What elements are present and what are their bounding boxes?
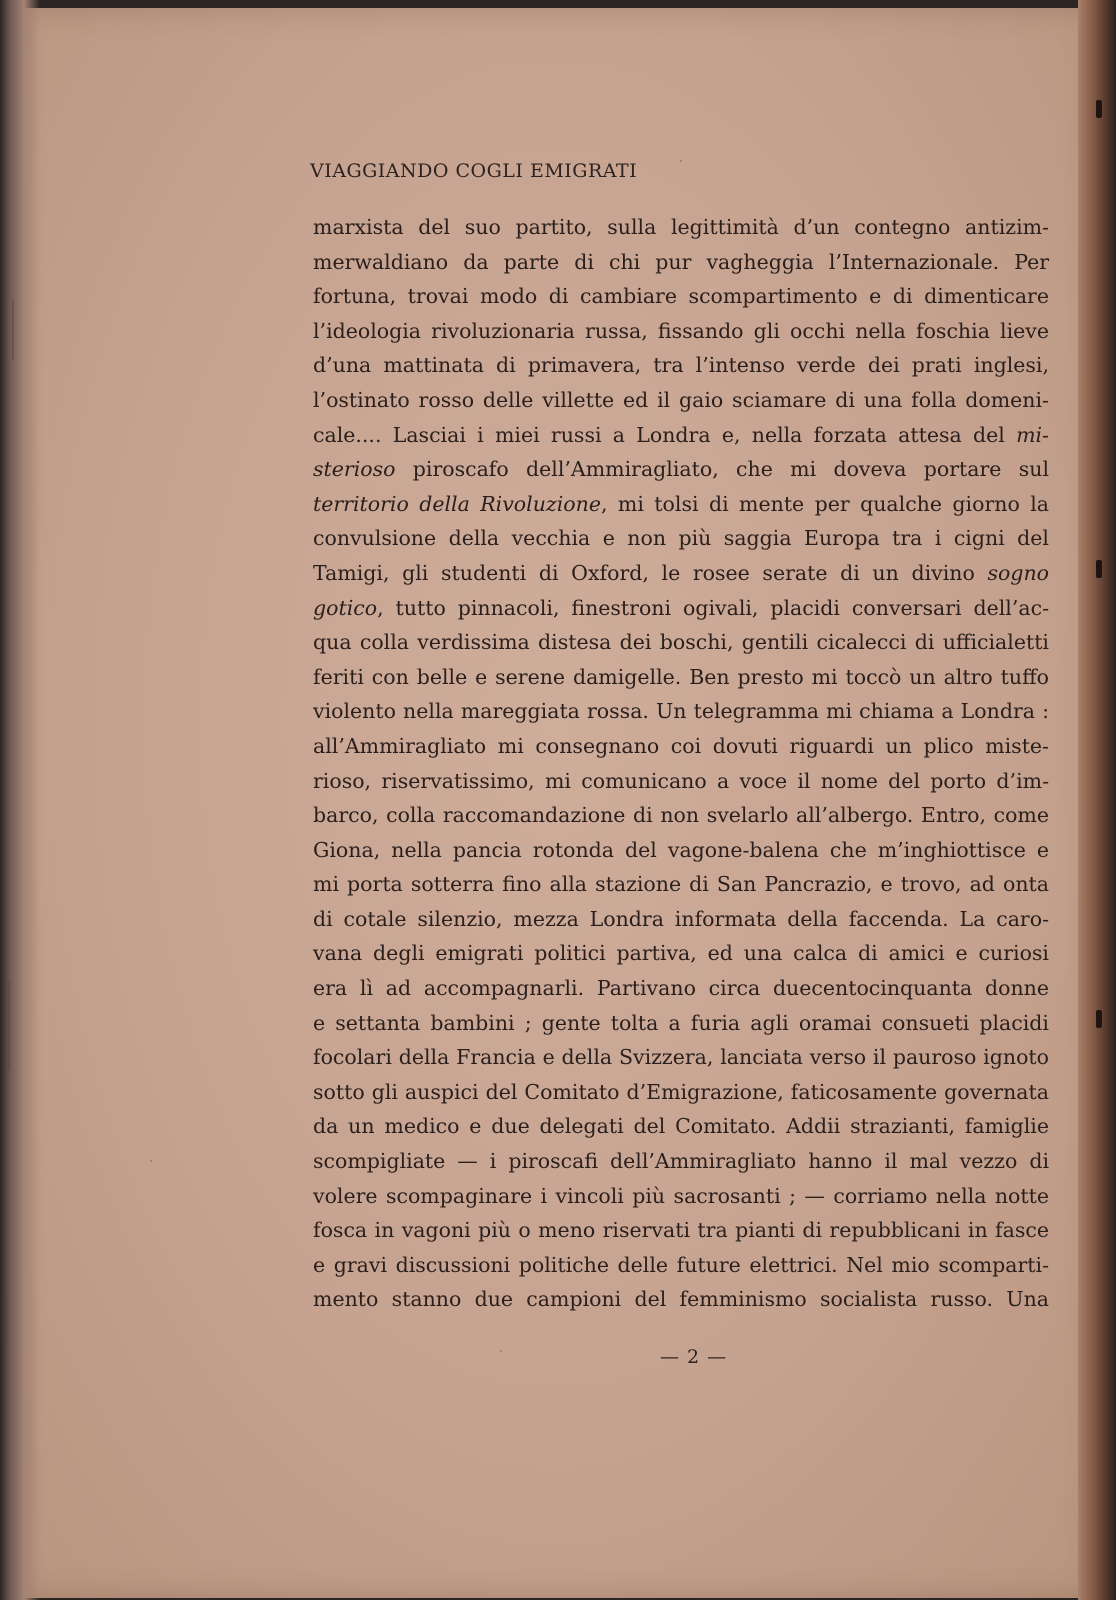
paper-speck [680,160,682,162]
text-line [313,556,1049,591]
text-segment: , tutto pinnacoli, finestroni ogivali, placidi conversari dell’ac- [377,595,1049,620]
text-segment: feriti con belle e serene damigelle. Ben presto mi toccò un altro tuffo [313,664,1049,689]
text-segment: Tamigi, gli studenti di Oxford, le rosee serate di un divino [313,560,988,585]
text-segment: convulsione della vecchia e non più saggia Europa tra i cigni del [313,526,1049,551]
text-line [313,279,1049,314]
text-segment: e gravi discussioni politiche delle future elettrici. Nel mio scomparti- [313,1252,1049,1277]
text-segment: l’ideologia rivoluzionaria russa, fissando gli occhi nella foschia lieve [313,318,1049,343]
paper-fiber [8,980,10,1070]
text-segment: rioso, riservatissimo, mi comunicano a voce il nome del porto d’im- [313,768,1049,793]
text-segment: d’una mattinata di primavera, tra l’intenso verde dei prati inglesi, [313,353,1049,378]
text-segment: l’ostinato rosso delle villette ed il gaio sciamare di una folla domeni- [313,387,1049,412]
text-line [313,1075,1049,1110]
text-line [313,487,1049,522]
text-line [313,625,1049,660]
text-line [313,971,1049,1006]
text-segment: vana degli emigrati politici partiva, ed una calca di amici e curiosi [313,941,1049,966]
text-line [313,418,1049,453]
text-segment: focolari della Francia e della Svizzera, lanciata verso il pauroso ignoto [313,1045,1049,1070]
paper-speck [500,1350,502,1352]
text-line [313,867,1049,902]
text-line [313,764,1049,799]
text-line [313,1040,1049,1075]
page-number: — 2 — [660,1346,728,1368]
italic-text: territorio della Rivoluzione [313,491,601,516]
text-line [313,591,1049,626]
text-segment: da un medico e due delegati del Comitato. Addii strazianti, famiglie [313,1114,1049,1139]
text-segment: cale.... Lasciai i miei russi a Londra e, nella forzata attesa del [313,422,1017,447]
text-line [313,833,1049,868]
text-line [313,452,1049,487]
paper-fiber [12,300,14,360]
text-line [313,729,1049,764]
text-segment: fosca in vagoni più o meno riservati tra pianti di repubblicani in fasce [313,1218,1049,1243]
text-line [313,660,1049,695]
text-line [313,1282,1049,1317]
edge-mark [1096,100,1102,118]
text-segment: di cotale silenzio, mezza Londra informata della faccenda. La caro- [313,906,1049,931]
text-segment: volere scompaginare i vincoli più sacrosanti ; — corriamo nella notte [313,1183,1049,1208]
text-segment: all’Ammiragliato mi consegnano coi dovuti riguardi un plico miste- [313,733,1049,758]
text-segment: barco, colla raccomandazione di non svelarlo all’albergo. Entro, come [313,803,1049,828]
text-segment: scompigliate — i piroscafi dell’Ammiragliato hanno il mal vezzo di [313,1149,1049,1174]
text-line [313,521,1049,556]
text-segment: merwaldiano da parte di chi pur vagheggia l’Internazionale. Per [313,249,1049,274]
text-segment: piroscafo dell’Ammiragliato, che mi doveva portare sul [395,457,1049,482]
text-segment: marxista del suo partito, sulla legittimità d’un contegno antizim- [313,215,1049,239]
text-line [313,798,1049,833]
text-line [313,245,1049,280]
italic-text: sterioso [313,457,396,482]
text-segment: fortuna, trovai modo di cambiare scompartimento e di dimenticare [313,284,1049,309]
running-head: VIAGGIANDO COGLI EMIGRATI [310,160,638,182]
text-line [313,383,1049,418]
text-line [313,902,1049,937]
text-segment: mento stanno due campioni del femminismo socialista russo. Una [313,1287,1049,1312]
body-text [313,210,1049,1317]
text-segment: qua colla verdissima distesa dei boschi, gentili cicalecci di ufficialetti [313,630,1049,655]
text-line [313,1144,1049,1179]
text-line [313,1179,1049,1214]
edge-mark [1096,560,1102,578]
italic-text: gotico [313,595,378,620]
paper-speck [150,1160,152,1162]
text-segment: sotto gli auspici del Comitato d’Emigrazione, faticosamente governata [313,1079,1049,1104]
text-segment: violento nella mareggiata rossa. Un telegramma mi chiama a Londra : [313,699,1049,724]
text-line [313,210,1049,245]
text-segment: Giona, nella pancia rotonda del vagone-balena che m’inghiottisce e [313,837,1049,862]
text-line [313,348,1049,383]
edge-mark [1096,1010,1102,1028]
text-line [313,1213,1049,1248]
text-segment: era lì ad accompagnarli. Partivano circa duecentocinquanta donne [313,976,1049,1001]
text-line [313,1109,1049,1144]
italic-text: sogno [987,560,1049,585]
text-line [313,694,1049,729]
paper-fiber [6,1300,8,1340]
text-line [313,1248,1049,1283]
text-line [313,1006,1049,1041]
text-segment: mi porta sotterra fino alla stazione di San Pancrazio, e trovo, ad onta [313,872,1049,897]
text-segment: e settanta bambini ; gente tolta a furia agli oramai consueti placidi [313,1010,1049,1035]
text-line [313,936,1049,971]
page-right-edge [1078,0,1116,1600]
text-segment: , mi tolsi di mente per qualche giorno la [600,491,1049,516]
italic-text: mi- [1016,422,1049,447]
text-line [313,314,1049,349]
page-left-edge [0,0,40,1600]
